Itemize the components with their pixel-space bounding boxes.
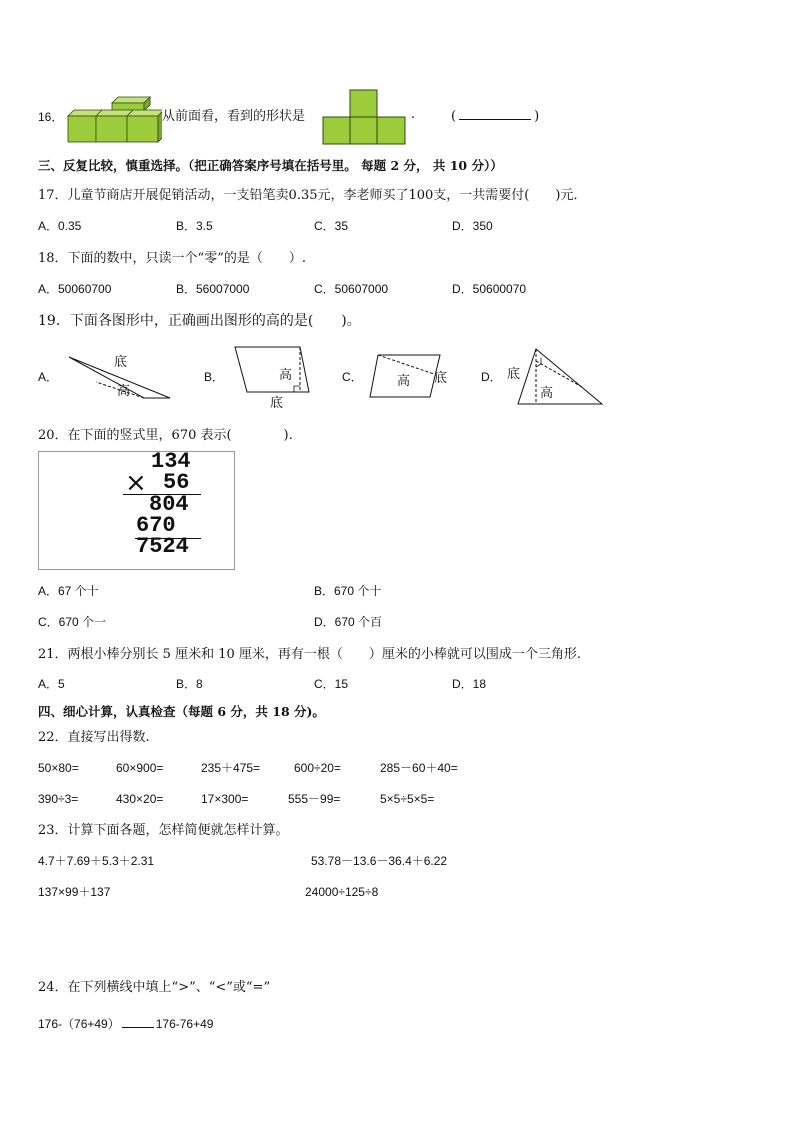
q19-option-c[interactable]: C． [342,370,363,384]
q22-item: 5×5÷5×5= [380,792,435,806]
q22-item: 17×300= [201,792,249,806]
q20-vertical-calculation-box [38,451,235,570]
q23-item: 4.7＋7.69＋5.3＋2.31 [38,854,155,868]
q22-item: 235＋475= [201,761,261,775]
q22-item: 60×900= [116,761,164,775]
q19-d-label-height: 高 [540,386,554,401]
q19-figure-b [232,344,312,396]
q18-text: 18．下面的数中，只读一个“零”的是（ ）. [38,251,306,266]
front-view-figure [322,88,408,146]
cubes-3d-figure [66,95,162,145]
q19-option-d[interactable]: D． [481,370,502,384]
q22-text: 22．直接写出得数. [38,730,150,745]
q18-option-a[interactable]: A．50060700 [38,282,112,296]
calc-partial-1: 804 [149,492,189,517]
q22-item: 430×20= [116,792,164,806]
q20-text: 20．在下面的竖式里，670 表示( ). [38,428,293,443]
q21-option-a[interactable]: A．5 [38,677,65,691]
q20-option-b[interactable]: B．670 个十 [314,584,382,598]
q19-option-b[interactable]: B． [204,370,225,384]
q19-a-label-height: 高 [117,384,131,399]
q22-item: 50×80= [38,761,79,775]
q16-dot: . [411,107,416,122]
q19-b-label-height: 高 [279,368,293,383]
q20-option-a[interactable]: A．67 个十 [38,584,99,598]
q17-option-a[interactable]: A．0.35 [38,219,82,233]
q20-option-c[interactable]: C．670 个一 [38,615,107,629]
q21-text: 21．两根小棒分别长 5 厘米和 10 厘米，再有一根（ ）厘米的小棒就可以围成一个三角形. [38,647,582,662]
q22-item: 600÷20= [294,761,341,775]
q24-comparison: 176-（76+49） 176-76+49 [38,1017,214,1031]
q21-option-c[interactable]: C．15 [314,677,349,691]
q18-option-d[interactable]: D．50600070 [452,282,527,296]
section3-heading: 三、反复比较，慎重选择。（把正确答案序号填在括号里。 每题 2 分， 共 10 分）） [38,158,503,173]
q23-text: 23．计算下面各题，怎样简便就怎样计算。 [38,823,289,838]
q23-item: 137×99＋137 [38,885,111,899]
q22-item: 285－60＋40= [380,761,458,775]
q19-c-label-base: 底 [434,371,448,386]
q19-figure-d [516,347,606,407]
q16-number: 16． [38,110,64,124]
section4-heading: 四、细心计算，认真检查（每题 6 分，共 18 分)。 [38,704,325,719]
q21-option-d[interactable]: D．18 [452,677,487,691]
calc-multiplier: 56 [163,470,190,495]
q19-b-label-base: 底 [270,396,284,411]
q18-option-c[interactable]: C．50607000 [314,282,389,296]
calc-multiplicand: 134 [151,449,191,474]
q19-a-label-base: 底 [114,355,128,370]
q17-option-c[interactable]: C．35 [314,219,349,233]
calc-partial-2: 670 [136,513,176,538]
q21-option-b[interactable]: B．8 [176,677,203,691]
q17-option-d[interactable]: D．350 [452,219,493,233]
q16-answer-blank[interactable] [459,109,531,120]
q20-option-d[interactable]: D．670 个百 [314,615,383,629]
q16-text: 从前面看，看到的形状是 [162,109,306,124]
q17-text: 17．儿童节商店开展促销活动，一支铅笔卖0.35元，李老师买了100支，一共需要付( )元． [38,188,587,203]
times-sign: × [125,468,147,498]
q22-item: 555－99= [288,792,341,806]
q23-item: 24000÷125÷8 [305,885,379,899]
q19-c-label-height: 高 [397,374,411,389]
q19-text: 19．下面各图形中，正确画出图形的高的是( )。 [38,313,361,329]
q23-item: 53.78－13.6－36.4＋6.22 [311,854,448,868]
q19-d-label-base: 底 [507,367,521,382]
q22-item: 390÷3= [38,792,79,806]
q24-text: 24．在下列横线中填上“>”、“<”或“=” [38,980,271,995]
q18-option-b[interactable]: B．56007000 [176,282,250,296]
q16-answer-paren: ( ) [451,109,540,124]
calc-product: 7524 [136,534,189,559]
q24-answer-blank[interactable] [122,1017,154,1028]
q19-option-a[interactable]: A． [38,370,59,384]
q17-option-b[interactable]: B．3.5 [176,219,213,233]
